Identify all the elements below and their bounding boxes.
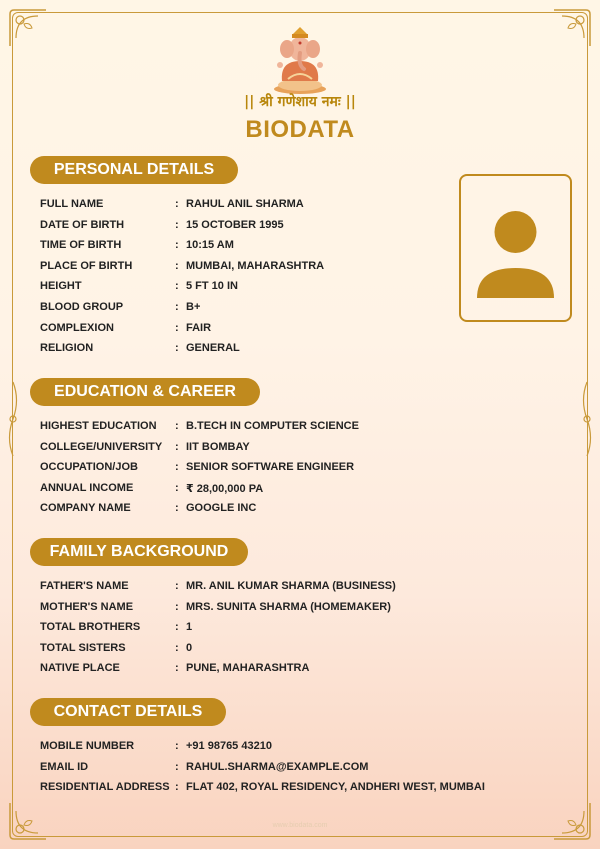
detail-value: RAHUL.SHARMA@EXAMPLE.COM [186, 760, 369, 773]
detail-colon: : [175, 600, 179, 613]
mantra-text: || श्री गणेशाय नमः || [244, 94, 356, 110]
detail-label: TIME OF BIRTH [40, 239, 122, 252]
section-heading-personal: PERSONAL DETAILS [30, 156, 238, 184]
detail-label: MOBILE NUMBER [40, 740, 135, 752]
detail-value: GOOGLE INC [186, 502, 257, 515]
detail-colon: : [175, 420, 179, 432]
detail-colon: : [175, 662, 179, 675]
detail-label: RELIGION [40, 342, 94, 355]
photo-placeholder [459, 174, 572, 322]
detail-value: IIT BOMBAY [186, 440, 250, 453]
detail-label: HIGHEST EDUCATION [40, 420, 157, 432]
side-ornament-icon [6, 380, 20, 458]
detail-colon: : [175, 342, 179, 355]
detail-value: PUNE, MAHARASHTRA [186, 662, 310, 675]
floral-corner-icon [552, 801, 592, 841]
detail-label: TOTAL BROTHERS [40, 621, 141, 634]
detail-colon: : [175, 218, 179, 231]
page-title: BIODATA [245, 116, 355, 143]
floral-corner-icon [8, 801, 48, 841]
detail-label: OCCUPATION/JOB [40, 461, 138, 474]
ganesha-icon [268, 25, 332, 95]
detail-value: MUMBAI, MAHARASHTRA [186, 259, 325, 272]
detail-value: GENERAL [186, 342, 240, 355]
detail-colon: : [175, 760, 179, 773]
detail-value: 1 [186, 621, 193, 634]
detail-label: BLOOD GROUP [40, 300, 124, 313]
detail-colon: : [175, 621, 179, 634]
detail-colon: : [175, 239, 179, 252]
detail-label: EMAIL ID [40, 760, 89, 773]
detail-value: SENIOR SOFTWARE ENGINEER [186, 461, 355, 474]
floral-corner-icon [8, 8, 48, 48]
detail-value: RAHUL ANIL SHARMA [186, 198, 304, 210]
detail-label: ANNUAL INCOME [40, 481, 134, 494]
detail-value: 0 [186, 641, 193, 654]
detail-value: B+ [186, 300, 201, 313]
detail-colon: : [175, 198, 179, 210]
detail-value: 5 FT 10 IN [186, 280, 238, 293]
detail-label: COLLEGE/UNIVERSITY [40, 440, 163, 453]
detail-colon: : [175, 321, 179, 334]
detail-colon: : [175, 300, 179, 313]
detail-colon: : [175, 440, 179, 453]
detail-colon: : [175, 280, 179, 293]
section-heading-education: EDUCATION & CAREER [30, 378, 260, 406]
detail-label: NATIVE PLACE [40, 662, 120, 675]
profile-avatar-icon [461, 176, 570, 320]
detail-label: FULL NAME [40, 198, 104, 210]
detail-value: FAIR [186, 321, 212, 334]
detail-label: TOTAL SISTERS [40, 641, 126, 654]
detail-colon: : [175, 781, 179, 794]
detail-colon: : [175, 259, 179, 272]
detail-colon: : [175, 641, 179, 654]
detail-value: ₹ 28,00,000 PA [186, 482, 264, 495]
side-ornament-icon [580, 380, 594, 458]
floral-corner-icon [552, 8, 592, 48]
footer-watermark: www.biodata.com [272, 822, 328, 829]
section-heading-contact: CONTACT DETAILS [30, 698, 226, 726]
section-heading-family: FAMILY BACKGROUND [30, 538, 248, 566]
detail-label: DATE OF BIRTH [40, 218, 125, 231]
detail-label: COMPLEXION [40, 321, 114, 334]
detail-value: B.TECH IN COMPUTER SCIENCE [186, 420, 359, 432]
detail-value: 10:15 AM [186, 239, 234, 252]
detail-value: MR. ANIL KUMAR SHARMA (BUSINESS) [186, 580, 396, 592]
detail-colon: : [175, 580, 179, 592]
detail-value: +91 98765 43210 [186, 740, 272, 752]
detail-label: HEIGHT [40, 280, 82, 293]
detail-colon: : [175, 740, 179, 752]
detail-label: FATHER'S NAME [40, 580, 129, 592]
detail-value: 15 OCTOBER 1995 [186, 218, 284, 231]
detail-label: MOTHER'S NAME [40, 600, 134, 613]
detail-value: MRS. SUNITA SHARMA (HOMEMAKER) [186, 600, 391, 613]
detail-colon: : [175, 502, 179, 515]
detail-label: PLACE OF BIRTH [40, 259, 133, 272]
detail-value: FLAT 402, ROYAL RESIDENCY, ANDHERI WEST, MUMBAI [186, 781, 485, 794]
detail-label: COMPANY NAME [40, 502, 131, 515]
detail-colon: : [175, 481, 179, 494]
detail-colon: : [175, 461, 179, 474]
detail-label: RESIDENTIAL ADDRESS [40, 781, 170, 794]
